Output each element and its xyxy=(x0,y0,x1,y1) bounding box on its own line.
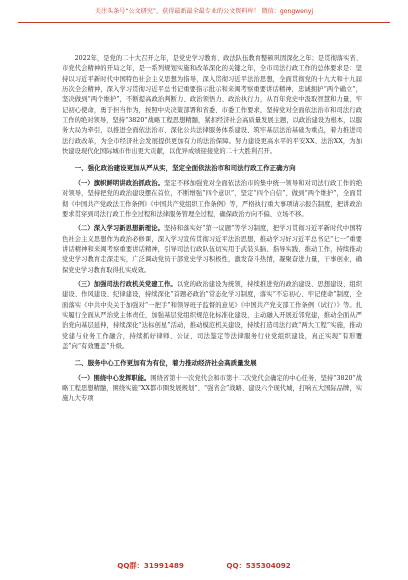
footer-qq-group: QQ群：31991489 xyxy=(117,561,184,570)
page-footer xyxy=(0,561,408,571)
page-header xyxy=(18,4,390,32)
paragraph-2-1-lead: （一）围绕中心发挥职能。 xyxy=(74,374,151,382)
section-heading-2: 二、服务中心工作更加有为有位，着力推动经济社会高质量发展 xyxy=(74,359,257,368)
paragraph-1-2-text: 坚持和落实好“第一议题”等学习制度，把学习贯彻习近平新时代中国特色社会主义思想作为政治必修课，深入学习宣传贯彻习近平法治思想，推动学习好习近平总书记“七一”重要讲话精神和来闽考察重要讲话精神，引导司法行政队伍切实用于武装头脑、指导实践、推动工作，持续推动党史学习教育走深走实，广泛调动党员干部党史学习积极性，激发奋斗热情，凝聚奋进力量，干事创业，确保党史学习教育取得扎实成效。 xyxy=(62,225,362,274)
paragraph-1-3 xyxy=(62,280,362,352)
paragraph-1-1-lead: （一）旗帜鲜明讲政治抓政治。 xyxy=(74,179,165,187)
paragraph-1-3-lead: （三）加强司法行政机关党建工作。 xyxy=(74,280,177,288)
paragraph-1-2 xyxy=(62,224,362,276)
intro-paragraph: 2022年，是党的二十大召开之年，是党史学习教育、政法队伍教育整顿巩固深化之年；是贯彻落实省、市党代会精神的开局之年，是一系列规划实施和改革深化的关键之年，全市司法行政工作的总体要求是：坚持以习近平新时代中国特色社会主义思想为指导，深入贯彻习近平法治思想，全面贯彻党的十九大和十九届历次全会精神，深入学习贯彻习近平总书记重要指示批示和来闽考察重要讲话精神，忠诚拥护“两个确立”，坚决做到“两个维护”，不断提高政治判断力、政治领悟力、政治执行力，从百年党史中汲取智慧和力量，牢记初心使命，勇于担当作为，按照中央决策部署和省委、市委工作要求，坚持党对全面依法治市和司法行政工作的绝对领导，坚持“3820”战略工程思想精髓，紧扣经济社会高质量发展主题，以政治建设为根本，以服务大局为牵引，以推进全面依法治市、深化公共法律服务体系建设、筑牢基层法治基础为重点，着力推进司法行政改革，为全市经济社会发展提供更加有力的法治保障。努力建设更高水平的平安XX、法治XX，为加快建设现代化国际城市作出更大贡献，以优异成绩迎接党的二十大胜利召开。 xyxy=(62,55,362,156)
section-heading-1: 一、强化政治建设更加从严从实，坚定全面依法治市和司法行政工作正确方向 xyxy=(74,164,296,173)
paragraph-1-3-text: 以党的政治建设为统领，持续推进党的政治建设、思想建设、组织建设、作风建设、纪律建设，持续深化“首题必政治”常态化学习制度，落实“不忘初心、牢记使命”制度，全面落实《中共中央关于加强对“一把手”和领导班子监督的意见》《中国共产党支部工作条例（试行）》等。扎实履行全面从严治党主体责任，加强基层党组织规范化标准化建设，主动融入开展近邻党建，推动全面从严治党向基层延伸，持续深化“达标创星”活动，推动模范机关建设，持续打造司法行政“两大工程”实施，推动党建与业务工作融合，持续抓好律师、公证、司法鉴定等法律服务行业党组织建设，真正实现“有形覆盖”向“有效覆盖”升级。 xyxy=(62,280,363,350)
footer-qq: QQ：535304092 xyxy=(226,561,291,570)
header-rule xyxy=(18,22,390,23)
paragraph-1-2-lead: （二）深入学习新思想新理论。 xyxy=(74,225,164,233)
header-promo-text: 关注头条号“公文研究”，获得最新最全最专业的公文资料库！ 微信：gongwenyj xyxy=(94,8,314,15)
paragraph-2-1 xyxy=(62,374,362,405)
document-body xyxy=(62,54,362,405)
paragraph-1-1 xyxy=(62,179,362,220)
paragraph-1-1-text: 坚定不移加强党对全面依法治市的集中统一领导和对司法行政工作的绝对领导，坚持把党的政治建设摆在首位，不断增强“四个意识”、坚定“四个自信”、做到“两个维护”，全面贯彻《中国共产党政法工作条例》《中国共产党组织工作条例》等，严格执行重大事项请示报告制度，把讲政治要求贯穿到司法行政工作全过程和法律服务管理全过程，确保政治方向不偏、立场不移。 xyxy=(62,179,363,218)
paragraph-2-1-text: 围绕省第十一次党代会和市第十二次党代会确定的中心任务，坚持“3820”战略工程思想精髓，围绕实施“XX都市圈发展规划”、“强省会”战略、建设六个现代城，打响五大国际品牌，实施九大专项 xyxy=(62,374,363,403)
